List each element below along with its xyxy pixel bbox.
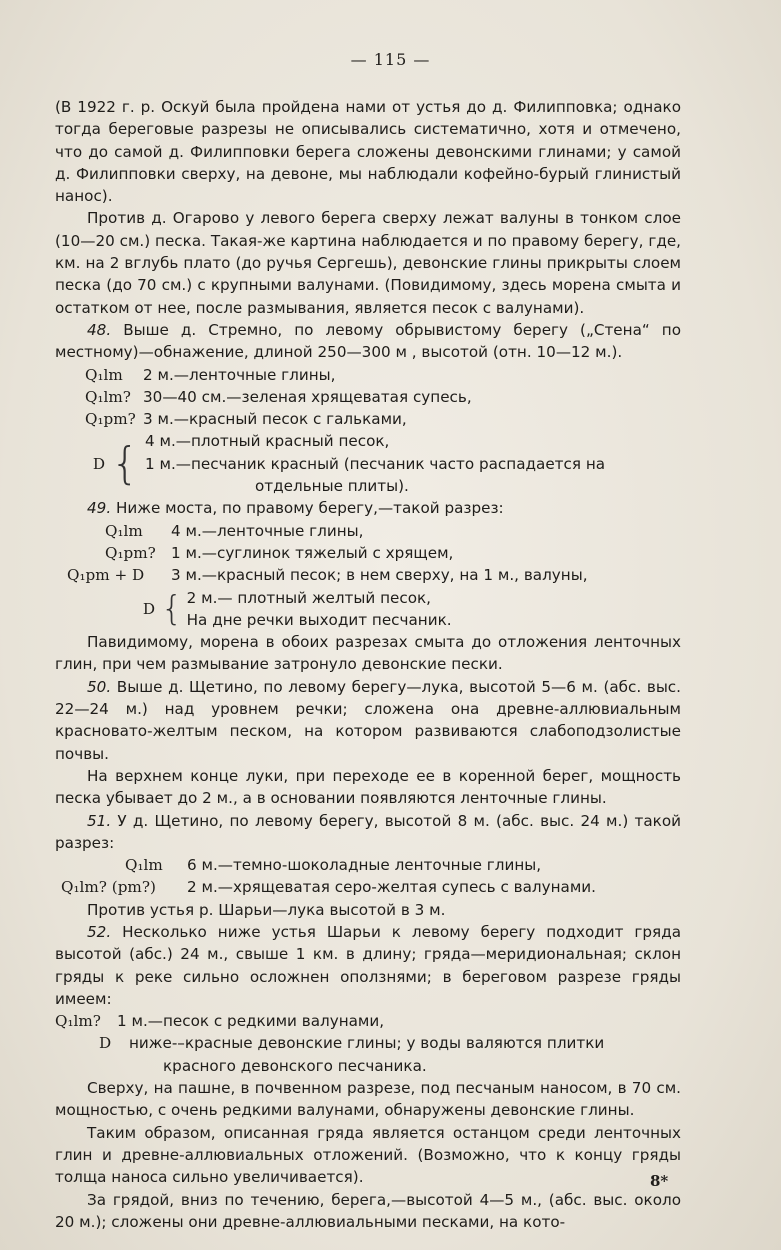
section-text: Выше д. Щетино, по левому берегу—лука, высотой 5—6 м. (абс. выс. 22—24 м.) над уровнем речки; сложена она древне-аллювиальным красновато-желтым песком, на котором развиваются слабоподзолистые почвы. [55, 677, 681, 763]
page-body [55, 96, 681, 1233]
brace-glyph: { [111, 437, 139, 489]
section-text: У д. Щетино, по левому берегу, высотой 8 м. (абс. выс. 24 м.) такой разрез: [55, 811, 681, 852]
brace-line: На дне речки выходит песчаник. [186, 610, 452, 629]
section-48 [55, 319, 681, 364]
paragraph-8: За грядой, вниз по течению, берега,—высотой 4—5 м., (абс. выс. около 20 м.); сложены они древне-аллювиальными песками, на кото- [55, 1190, 681, 1231]
paragraph-3: Павидимому, морена в обоих разрезах смыта до отложения ленточных глин, при чем размывание затронуло девонские пески. [55, 633, 681, 674]
strata-row [55, 408, 681, 430]
strata-brace-group [55, 430, 681, 497]
strata-row [55, 854, 681, 876]
strata-text: 6 м.—темно-шоколадные ленточные глины, [187, 856, 542, 875]
section-number: 51. [87, 811, 112, 830]
brace-glyph: { [161, 588, 183, 629]
section-number: 52. [87, 922, 112, 941]
strata-row [55, 1032, 681, 1054]
section-number: 48. [87, 320, 112, 339]
section-52 [55, 921, 681, 1010]
strata-symbol: Q₁lm [125, 856, 163, 875]
section-text: Выше д. Стремно, по левому обрывистому берегу („Стена“ по местному)—обнажение, длиной 250—300 м , высотой (отн. 10—12 м.). [55, 320, 681, 362]
strata-symbol: Q₁lm? (pm?) [61, 878, 156, 897]
brace-lines [187, 587, 452, 632]
brace-lines [145, 430, 605, 497]
strata-text: ниже-–красные девонские глины; у воды валяются плитки [129, 1034, 605, 1053]
paragraph-1: (В 1922 г. р. Оскуй была пройдена нами от устья до д. Филипповка; однако тогда береговые разрезы не описывались систематично, хотя и отмечено, что до самой д. Филипповки берега сложены девонскими глинами; у самой д. Филипповки сверху, на девоне, мы наблюдали кофейно-бурый глинистый нанос). [55, 98, 681, 206]
strata-symbol: Q₁pm? [105, 543, 156, 562]
strata-text: 4 м.—ленточные глины, [171, 521, 364, 540]
strata-text: 3 м.—красный песок с гальками, [143, 410, 407, 429]
strata-brace-group [55, 587, 681, 632]
paragraph-5: Против устья р. Шарьи—лука высотой в 3 м. [87, 900, 446, 919]
strata-continuation: красного девонского песчаника. [163, 1056, 427, 1075]
strata-symbol: D [92, 454, 105, 473]
section-49 [55, 497, 681, 519]
strata-symbol: Q₁pm? [85, 410, 136, 429]
strata-text: 1 м.—суглинок тяжелый с хрящем, [171, 543, 454, 562]
strata-symbol: Q₁lm? [85, 387, 131, 406]
paragraph-2: Против д. Огарово у левого берега сверху лежат валуны в тонком слое (10—20 см.) песка. Такая-же картина наблюдается и по правому берегу, где, км. на 2 вглубь плато (до ручья Сергешь), девонские глины прикрыты слоем песка (до 70 см.) с крупными валунами. (Повидимому, здесь морена смыта и остатком от нее, после размывания, является песок с валунами). [55, 209, 681, 317]
section-51 [55, 810, 681, 855]
paragraph-4: На верхнем конце луки, при переходе ее в коренной берег, мощность песка убывает до 2 м., а в основании появляются ленточные глины. [55, 766, 681, 808]
strata-row [55, 876, 681, 898]
strata-symbol: Q₁pm + D [67, 566, 145, 585]
paragraph-6: Сверху, на пашне, в почвенном разрезе, под песчаным наносом, в 70 см. мощностью, с очень редкими валунами, обнаружены девонские глины. [55, 1079, 681, 1120]
brace-line: 1 м.—песчаник красный (песчаник часто распадается на [145, 454, 606, 473]
strata-symbol: Q₁lm? [55, 1012, 101, 1031]
paragraph-7: Таким образом, описанная гряда является останцом среди ленточных глин и древне-аллювиальных отложений. (Возможно, что к концу гряды толща наноса сильно увеличивается). [55, 1123, 681, 1187]
strata-row [55, 542, 681, 564]
strata-symbol: Q₁lm [105, 521, 143, 540]
strata-text: 2 м.—хрящеватая серо-желтая супесь с валунами. [187, 878, 596, 897]
strata-row [55, 364, 681, 386]
strata-text: 3 м.—красный песок; в нем сверху, на 1 м., валуны, [171, 566, 588, 585]
brace-line: 2 м.— плотный желтый песок, [186, 588, 432, 607]
strata-symbol: Q₁lm [85, 365, 123, 384]
section-number: 49. [87, 499, 112, 518]
section-50 [55, 676, 681, 765]
strata-row [55, 1010, 681, 1032]
brace-line: отдельные плиты). [255, 477, 409, 496]
brace-line: 4 м.—плотный красный песок, [145, 432, 390, 451]
section-text: Ниже моста, по правому берегу,—такой разрез: [115, 499, 504, 518]
section-text: Несколько ниже устья Шарьи к левому берегу подходит гряда высотой (абс.) 24 м., свыше 1 км. в длину; гряда—меридиональная; склон гряды к реке сильно осложнен оползнями; в береговом разрезе гряды имеем: [55, 922, 681, 1008]
section-number: 50. [87, 677, 112, 696]
strata-row [55, 520, 681, 542]
strata-symbol: D [99, 1034, 112, 1053]
signature-mark: 8* [650, 1172, 669, 1190]
strata-text: 2 м.—ленточные глины, [143, 365, 336, 384]
strata-row [55, 386, 681, 408]
strata-text: 1 м.—песок с редкими валунами, [117, 1012, 385, 1031]
page-number: — 115 — [350, 50, 431, 69]
strata-text: 30—40 см.—зеленая хрящеватая супесь, [143, 387, 472, 406]
strata-symbol: D [142, 599, 155, 618]
strata-row [55, 564, 681, 586]
